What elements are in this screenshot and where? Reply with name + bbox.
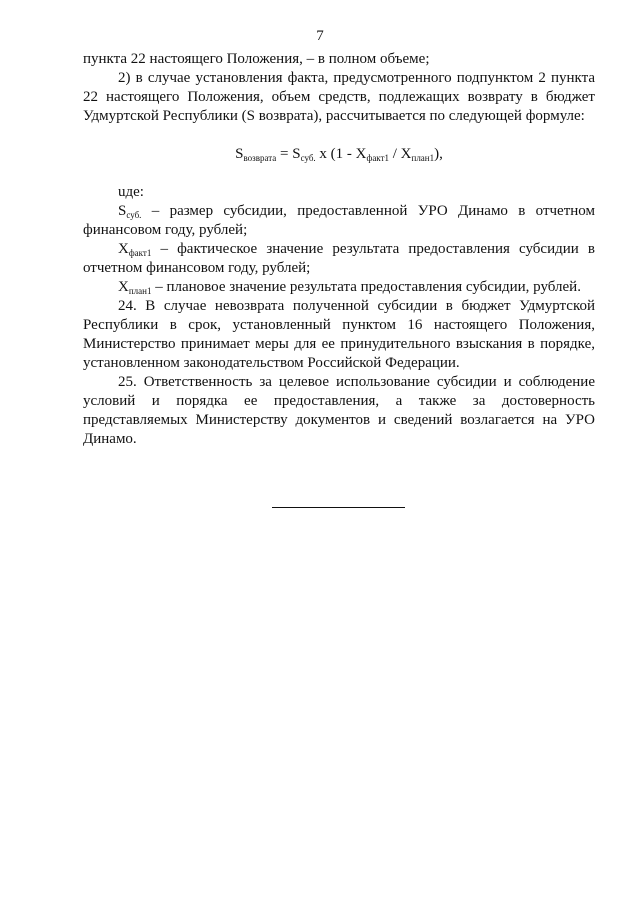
formula-middle: x (1 - X xyxy=(315,146,367,162)
definition-subscript: факт1 xyxy=(128,248,152,258)
formula-fakt-subscript: факт1 xyxy=(366,153,389,163)
definition-symbol: X xyxy=(118,279,129,295)
paragraph-25: 25. Ответственность за целевое использование субсидии и соблюдение условий и порядка ее предоставления, а также за достоверность представляемых Министерству документов и сведений возлагается на УРО Динамо. xyxy=(83,374,595,447)
definition-x-plan xyxy=(83,278,595,297)
formula-slash: / X xyxy=(389,146,412,162)
definition-symbol: X xyxy=(118,241,129,257)
definition-subscript: план1 xyxy=(128,286,152,296)
formula-end: ), xyxy=(434,146,443,162)
formula-s-symbol: S xyxy=(235,146,244,162)
definition-subscript: суб. xyxy=(126,210,142,220)
paragraph-24: 24. В случае невозврата полученной субсидии в бюджет Удмуртской Республики в срок, установленный пунктом 16 настоящего Положения, Министерство принимает меры для ее принудительного взыскания в порядке, установленном законодательством Российской Федерации. xyxy=(83,298,595,371)
paragraph-subpoint-2: 2) в случае установления факта, предусмотренного подпунктом 2 пункта 22 настоящего Положения, объем средств, подлежащих возврату в бюджет Удмуртской Республики (S возврата), рассчитывается по следующей формуле: xyxy=(83,70,595,124)
where-label: uде: xyxy=(118,184,144,200)
formula-ssub-subscript: суб. xyxy=(300,153,316,163)
definition-x-fakt xyxy=(83,240,595,278)
formula-s-subscript: возврата xyxy=(243,153,277,163)
page-number: 7 xyxy=(316,28,324,44)
definition-symbol: S xyxy=(118,203,127,219)
definition-text: – фактическое значение результата предоставления субсидии в отчетном финансовом году, рублей; xyxy=(83,241,595,276)
definition-text: – размер субсидии, предоставленной УРО Динамо в отчетном финансовом году, рублей; xyxy=(83,203,595,238)
document-body xyxy=(83,50,595,449)
return-amount-formula xyxy=(83,145,595,164)
closing-horizontal-rule xyxy=(272,507,405,508)
definition-s-sub xyxy=(83,202,595,240)
formula-equals: = S xyxy=(276,146,301,162)
formula-plan-subscript: план1 xyxy=(411,153,435,163)
definition-text: – плановое значение результата предоставления субсидии, рублей. xyxy=(151,279,581,295)
paragraph-continuation: пункта 22 настоящего Положения, – в полном объеме; xyxy=(83,51,430,67)
